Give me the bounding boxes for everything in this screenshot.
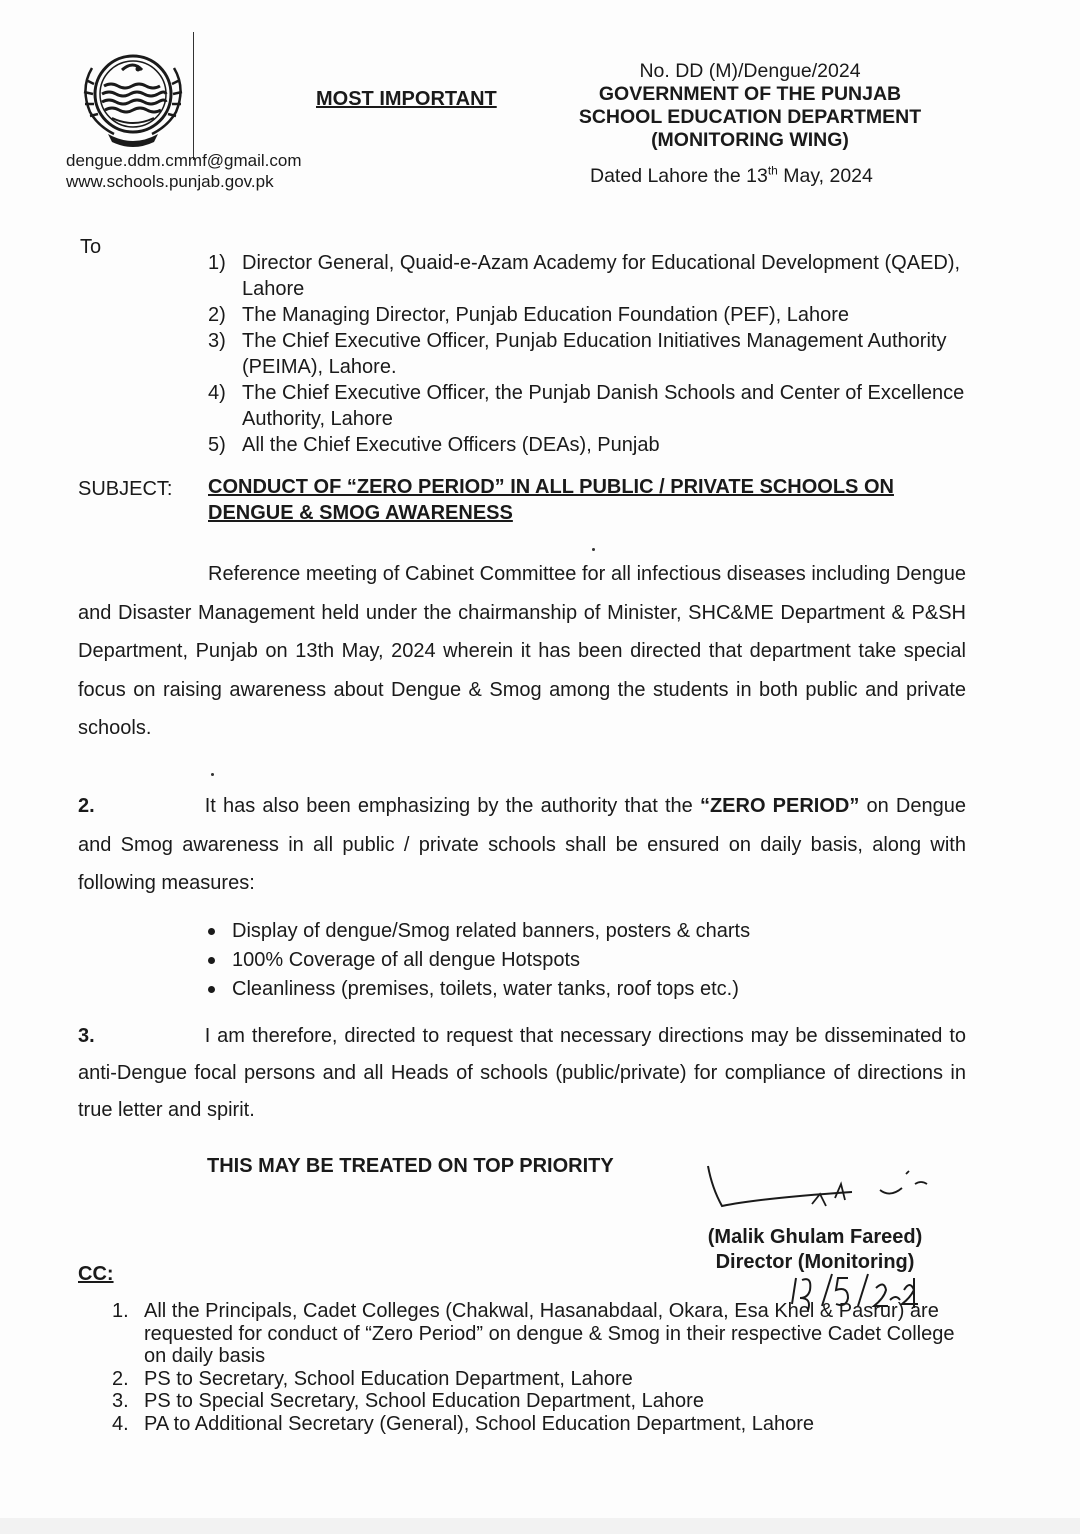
addressee-list: [208, 250, 970, 458]
cc-number: 2.: [112, 1367, 129, 1390]
paragraph-2: [78, 787, 966, 903]
measure-item: Display of dengue/Smog related banners, posters & charts: [206, 917, 750, 946]
addressee-text: The Chief Executive Officer, the Punjab Danish Schools and Center of Excellence Authority, Lahore: [242, 382, 965, 430]
handwritten-signature-icon: [700, 1160, 940, 1220]
addressee-item: [208, 302, 970, 328]
addressee-number: 5): [208, 434, 226, 456]
paragraph-2-emphasis: “ZERO PERIOD”: [699, 795, 860, 817]
addressee-text: Director General, Quaid-e-Azam Academy for Educational Development (QAED), Lahore: [242, 252, 961, 300]
addressee-number: 3): [208, 330, 226, 352]
letter-date: [590, 165, 873, 188]
cc-item: [112, 1413, 962, 1436]
addressee-item: [208, 380, 970, 432]
date-suffix: May, 2024: [777, 165, 873, 187]
addressee-text: The Managing Director, Punjab Education Foundation (PEF), Lahore: [242, 304, 850, 326]
addressee-item: [208, 328, 970, 380]
website-text: www.schools.punjab.gov.pk: [66, 172, 274, 191]
cc-text: PA to Additional Secretary (General), School Education Department, Lahore: [144, 1412, 815, 1435]
paragraph-3-number: 3.: [78, 1025, 95, 1047]
priority-note: THIS MAY BE TREATED ON TOP PRIORITY: [207, 1155, 614, 1177]
measures-list: [206, 917, 750, 1004]
cc-item: [112, 1300, 962, 1368]
signatory-name: (Malik Ghulam Fareed): [707, 1226, 923, 1248]
department-name: SCHOOL EDUCATION DEPARTMENT: [578, 106, 922, 128]
date-ordinal: th: [767, 163, 778, 178]
paragraph-1-text: Reference meeting of Cabinet Committee for all infectious diseases including Dengue and Disaster Management held under the chairmanship of Minister, SHC&ME Department & P&SH Department, Punjab on 13th May, 2024 wherein it has been directed that department take special focus on raising awareness about Dengue & Smog among the students in both public and private schools.: [78, 563, 966, 739]
subject-text: CONDUCT OF “ZERO PERIOD” IN ALL PUBLIC / PRIVATE SCHOOLS ON DENGUE & SMOG AWARENESS: [208, 476, 894, 524]
measure-item: Cleanliness (premises, toilets, water tanks, roof tops etc.): [206, 975, 750, 1004]
cc-text: All the Principals, Cadet Colleges (Chakwal, Hasanabdaal, Okara, Esa Khel & Pasrur) are requested for conduct of “Zero Period” on dengue & Smog in their respective Cadet College on daily basis: [144, 1300, 955, 1367]
letterhead: [540, 60, 960, 152]
stray-mark: [592, 548, 595, 551]
addressee-number: 4): [208, 382, 226, 404]
signatory-block: [690, 1225, 940, 1275]
cc-text: PS to Special Secretary, School Education Department, Lahore: [144, 1390, 704, 1412]
cc-item: [112, 1390, 962, 1413]
government-name: GOVERNMENT OF THE PUNJAB: [598, 83, 902, 105]
wing-name: (MONITORING WING): [651, 129, 849, 151]
paragraph-2-text-end: on Dengue and Smog awareness in all public / private schools shall be ensured on daily basis, along with following measures:: [78, 795, 966, 894]
cc-text: PS to Secretary, School Education Department, Lahore: [144, 1367, 633, 1390]
addressee-text: The Chief Executive Officer, Punjab Education Initiatives Management Authority (PEIMA), Lahore.: [242, 330, 947, 378]
email-text: dengue.ddm.cmmf@gmail.com: [66, 151, 302, 170]
cc-number: 4.: [112, 1412, 129, 1435]
addressee-number: 1): [208, 252, 226, 274]
subject-label: SUBJECT:: [78, 478, 173, 500]
government-of-punjab-emblem-icon: [72, 48, 194, 150]
to-label: To: [80, 236, 102, 258]
page-bottom-margin: [0, 1518, 1080, 1534]
paragraph-3: [78, 1018, 966, 1129]
header-divider: [193, 32, 194, 160]
paragraph-2-text-start: It has also been emphasizing by the authority that the: [204, 795, 700, 817]
paragraph-3-text: I am therefore, directed to request that necessary directions may be disseminated to anti-Dengue focal persons and all Heads of schools (public/private) for compliance of directions in true letter and spirit.: [78, 1025, 966, 1121]
addressee-item: [208, 250, 970, 302]
stray-mark: [211, 773, 214, 776]
cc-list: [112, 1300, 962, 1435]
cc-number: 3.: [112, 1390, 129, 1412]
cc-item: [112, 1368, 962, 1391]
measure-item: 100% Coverage of all dengue Hotspots: [206, 946, 750, 975]
date-prefix: Dated Lahore the 13: [590, 165, 768, 187]
addressee-number: 2): [208, 304, 226, 326]
priority-tag: MOST IMPORTANT: [316, 88, 497, 110]
reference-number: No. DD (M)/Dengue/2024: [639, 60, 861, 82]
contact-block: [66, 150, 302, 192]
addressee-text: All the Chief Executive Officers (DEAs), Punjab: [242, 434, 660, 456]
addressee-item: [208, 432, 970, 458]
paragraph-1: [78, 555, 966, 748]
signatory-title: Director (Monitoring): [715, 1251, 915, 1273]
cc-label: CC:: [78, 1263, 114, 1285]
cc-number: 1.: [112, 1300, 129, 1322]
paragraph-2-number: 2.: [78, 795, 95, 817]
